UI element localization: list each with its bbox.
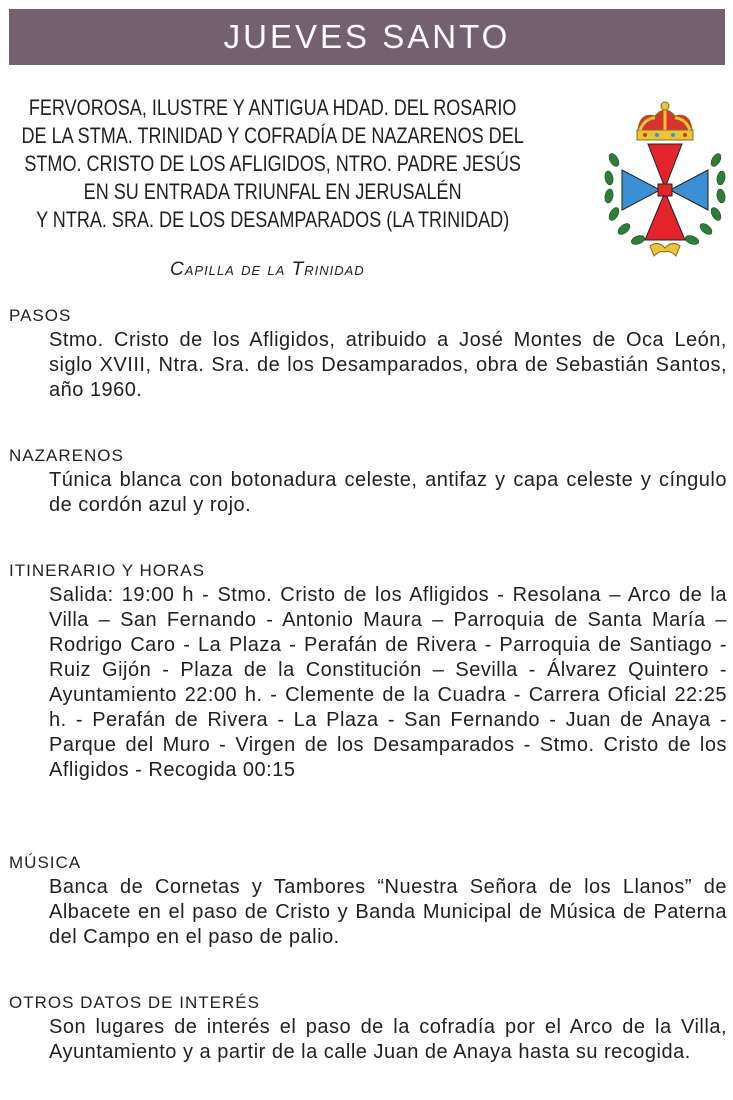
- section-text: Banca de Cornetas y Tambores “Nuestra Señora de los Llanos” de Albacete en el paso de Cristo y Banda Municipal de Música de Paterna del Campo en el paso de palio.: [49, 876, 727, 948]
- hermandad-line: DE LA STMA. TRINIDAD Y COFRADÍA DE NAZARENOS DEL: [21, 123, 524, 148]
- crown-icon: [637, 102, 693, 140]
- hermandad-line: FERVOROSA, ILUSTRE Y ANTIGUA HDAD. DEL ROSARIO: [28, 95, 517, 120]
- capilla-subtitle: Capilla de la Trinidad: [170, 259, 365, 280]
- section-itinerario: [9, 561, 727, 783]
- section-title: MÚSICA: [9, 853, 82, 872]
- ribbon-icon: [650, 243, 680, 256]
- hermandad-line: Y NTRA. SRA. DE LOS DESAMPARADOS (LA TRINIDAD): [36, 207, 510, 232]
- section-title: PASOS: [9, 306, 72, 325]
- hermandad-name: [0, 94, 545, 234]
- cross-icon: [622, 144, 708, 240]
- page-title-banner: [9, 9, 725, 65]
- section-pasos: [9, 306, 727, 403]
- cross-shield-icon: [600, 100, 730, 260]
- section-musica: [9, 853, 727, 950]
- hermandad-line: STMO. CRISTO DE LOS AFLIGIDOS, NTRO. PADRE JESÚS: [24, 151, 521, 176]
- section-title: OTROS DATOS DE INTERÉS: [9, 993, 260, 1012]
- page-title: JUEVES SANTO: [223, 18, 511, 55]
- hermandad-line: EN SU ENTRADA TRIUNFAL EN JERUSALÉN: [83, 179, 462, 204]
- section-otros: [9, 993, 727, 1065]
- section-title: ITINERARIO Y HORAS: [9, 561, 205, 580]
- section-text: Salida: 19:00 h - Stmo. Cristo de los Afligidos - Resolana – Arco de la Villa – San Fernando - Antonio Maura – Parroquia de Santa María – Rodrigo Caro - La Plaza - Perafán de Rivera - Parroquia de Santiago - Ruiz Gijón - Plaza de la Constitución – Sevilla - Álvarez Quintero - Ayuntamiento 22:00 h. - Clemente de la Cuadra - Carrera Oficial 22:25 h. - Perafán de Rivera - La Plaza - San Fernando - Juan de Anaya - Parque del Muro - Virgen de los Desamparados - Stmo. Cristo de los Afligidos - Recogida 00:15: [49, 584, 727, 781]
- section-text: Túnica blanca con botonadura celeste, antifaz y capa celeste y cíngulo de cordón azul y rojo.: [49, 469, 727, 516]
- section-nazarenos: [9, 446, 727, 518]
- section-text: Son lugares de interés el paso de la cofradía por el Arco de la Villa, Ayuntamiento y a partir de la calle Juan de Anaya hasta su recogida.: [49, 1016, 727, 1063]
- section-text: Stmo. Cristo de los Afligidos, atribuido a José Montes de Oca León, siglo XVIII, Ntra. Sra. de los Desamparados, obra de Sebastián Santos, año 1960.: [49, 329, 727, 401]
- section-title: NAZARENOS: [9, 446, 124, 465]
